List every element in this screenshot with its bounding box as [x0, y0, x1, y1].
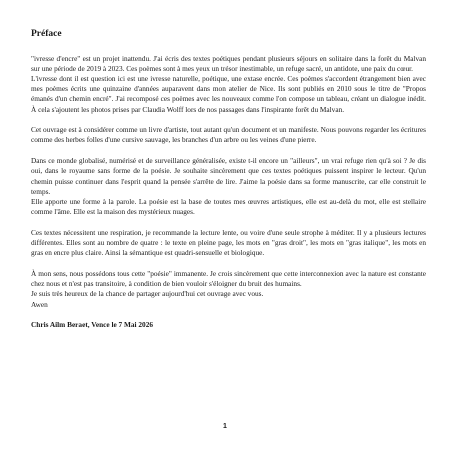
paragraph-2 [31, 125, 426, 145]
paragraph-line: À mon sens, nous possédons tous cette "poésie" immanente. Je crois sincèrement que cette interconnexion avec la nature est constante chez nous et n'est pas transitoire, à condition de bien vouloir s'éloigner du bruit des humains. [31, 268, 426, 289]
paragraph-line: Cet ouvrage est à considérer comme un livre d'artiste, tout autant qu'un document et un manifeste. Nous pouvons regarder les écritures comme des herbes folles d'une cursive sauvage, les branches d'un arbre ou les veines d'une pierre. [31, 125, 426, 145]
author-signature: Chris Ailm Beraet, Vence le 7 Mai 2026 [31, 320, 154, 330]
paragraph-line: Elle apporte une forme à la parole. La poésie est la base de toutes mes œuvres artistiques, elle est au-delà du mot, elle est stellaire comme l'âme. Elle est la maison des mystérieux nuages. [31, 196, 426, 217]
page-title: Préface [31, 29, 62, 39]
paragraph-line: Je suis très heureux de la chance de partager aujourd'hui cet ouvrage avec vous. [31, 289, 264, 299]
paragraph-line: "ivresse d'encre" est un projet inattendu. J'ai écris des textes poétiques pendant plusieurs séjours en solitaire dans la forêt du Malvan sur une période de 2019 à 2023. Ces poèmes sont à mes yeux un trésor inestimable, un refuge sacré, un antidote, une paix du cœur. [31, 53, 426, 73]
paragraph-3 [31, 156, 426, 217]
page-number: 1 [223, 423, 227, 430]
paragraph-line: Ces textes nécessitent une respiration, je recommande la lecture lente, ou voire d'une seule strophe à méditer. Il y a plusieurs lectures différentes. Elles sont au nombre de quatre : le texte en pleine page, les mots en "gras droit", les mots en "gras italique", les mots en gras en encre plus claire. Ainsi la sémantique est quadri-sensuelle et biologique. [31, 227, 426, 258]
preface-content [31, 30, 426, 330]
paragraph-4 [31, 228, 426, 259]
paragraph-line: Dans ce monde globalisé, numérisé et de surveillance généralisée, existe t-il encore un "ailleurs", un vrai refuge rien qu'à soi ? Je dis oui, dans le royaume sans forme de la poésie. Je souhaite sincèrement que ces textes poétiques puissent inspirer le lecteur. Qu'un chemin puisse continuer dans l'esprit quand la pensée s'arrête de lire. J'aime la poésie dans sa forme manuscrite, car elle construit le temps. [31, 156, 426, 196]
paragraph-line: Awen [31, 299, 48, 309]
paragraph-1 [31, 54, 426, 115]
paragraph-5 [31, 269, 426, 310]
paragraph-line: L'ivresse dont il est question ici est une ivresse naturelle, poétique, une extase encrée. Ces poèmes s'accordent étrangement bien avec mes poèmes écrits une quinzaine d'années auparavent dans mon atelier de Nice. Ils sont publiés en 2010 sous le titre de "Propos émanés d'un chemin encré". J'ai recomposé ces poèmes avec les nouveaux comme l'on compose un tableau, créant un dialogue inédit. À cela s'ajoutent les photos prises par Claudia Wolff lors de nos passages dans l'inspirante forêt du Malvan. [31, 73, 426, 114]
